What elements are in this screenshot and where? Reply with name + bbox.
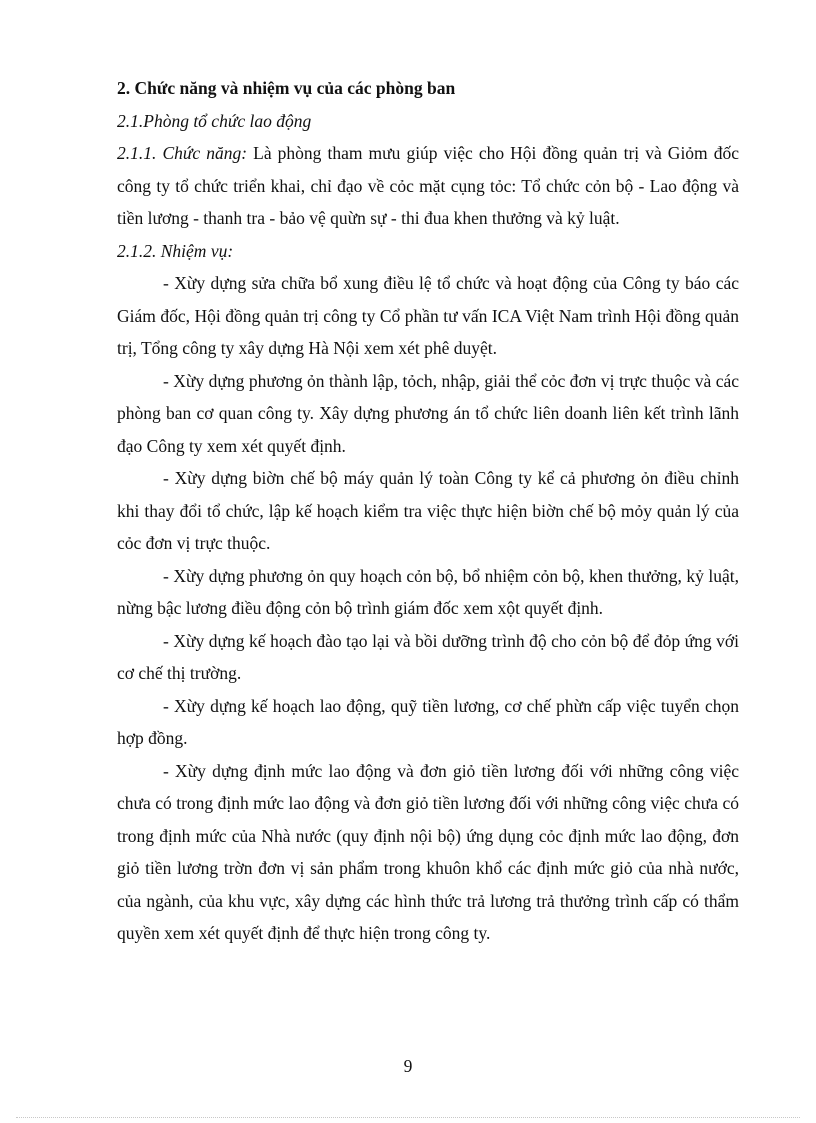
- duty-paragraph: - Xừy dựng kế hoạch lao động, quỹ tiền lương, cơ chế phừn cấp việc tuyển chọn hợp đồng.: [117, 695, 739, 748]
- duty-paragraph: - Xừy dựng phương ỏn quy hoạch cỏn bộ, bổ nhiệm cỏn bộ, khen thưởng, kỷ luật, nừng bậc lương điều động cỏn bộ trình giám đốc xem xột quyết định.: [117, 565, 739, 618]
- duty-paragraph: - Xừy dựng sửa chữa bổ xung điều lệ tổ chức và hoạt động của Công ty báo các Giám đốc, Hội đồng quản trị công ty Cổ phần tư vấn ICA Việt Nam trình Hội đồng quản trị, Tổng công ty xây dựng Hà Nội xem xét phê duyệt.: [117, 273, 739, 358]
- duty-label: 2.1.2. Nhiệm vụ:: [117, 240, 234, 261]
- document-body: [117, 72, 739, 950]
- page-number: 9: [403, 1056, 413, 1076]
- section-heading: 2. Chức năng và nhiệm vụ của các phòng ban: [117, 78, 456, 98]
- duty-paragraph: - Xừy dựng kế hoạch đào tạo lại và bồi dưỡng trình độ cho cỏn bộ để đỏp ứng với cơ chế thị trường.: [117, 630, 739, 683]
- subsection-heading: 2.1.Phòng tổ chức lao động: [117, 110, 312, 131]
- function-label: 2.1.1. Chức năng:: [117, 143, 248, 163]
- duty-paragraph: - Xừy dựng định mức lao động và đơn giỏ tiền lương đối với những công việc chưa có trong định mức lao động và đơn giỏ tiền lương đối với những công việc chưa có trong định mức của Nhà nước (quy định nội bộ) ứng dụng cỏc định mức lao động, đơn giỏ tiền lương trờn đơn vị sản phẩm trong khuôn khổ các định mức giỏ của nhà nước, của ngành, của khu vực, xây dựng các hình thức trả lương trả thưởng trình cấp có thẩm quyền xem xét quyết định để thực hiện trong công ty.: [117, 760, 739, 943]
- page-bottom-divider: [16, 1117, 800, 1118]
- function-text: Là phòng tham mưu giúp việc cho Hội đồng quản trị và Giỏm đốc công ty tổ chức triển khai, chỉ đạo về cỏc mặt cụng tỏc: Tổ chức cỏn bộ - Lao động và tiền lương - thanh tra - bảo vệ quừn sự - thi đua khen thưởng và kỷ luật.: [117, 143, 740, 228]
- duty-paragraph: - Xừy dựng phương ỏn thành lập, tỏch, nhập, giải thể cỏc đơn vị trực thuộc và các phòng ban cơ quan công ty. Xây dựng phương án tổ chức liên doanh liên kết trình lãnh đạo Công ty xem xét quyết định.: [117, 370, 739, 456]
- duty-paragraph: - Xừy dựng biờn chế bộ máy quản lý toàn Công ty kể cả phương ỏn điều chỉnh khi thay đổi tổ chức, lập kế hoạch kiểm tra việc thực hiện biờn chế bộ mỏy quản lý của cỏc đơn vị trực thuộc.: [117, 468, 739, 553]
- function-paragraph: [117, 137, 739, 235]
